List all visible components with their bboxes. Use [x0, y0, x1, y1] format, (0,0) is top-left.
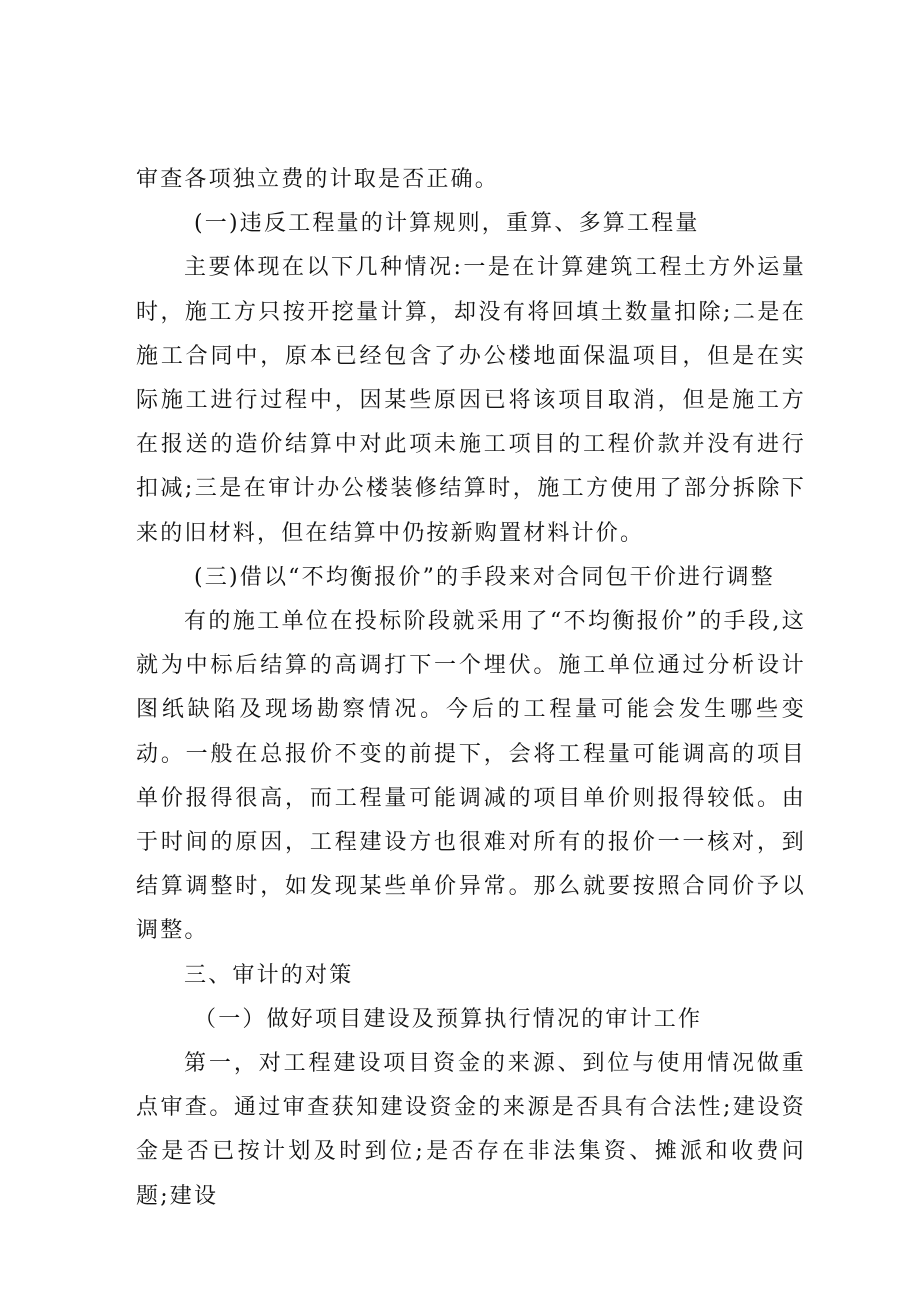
section-heading-3: 三、审计的对策: [184, 962, 354, 988]
subheading-3: (三)借以“不均衡报价”的手段来对合同包干价进行调整: [194, 564, 775, 590]
subheading-1: (一)违反工程量的计算规则，重算、多算工程量: [194, 211, 700, 237]
document-body: [136, 158, 806, 1219]
paragraph-body-2: 有的施工单位在投标阶段就采用了“不均衡报价”的手段,这就为中标后结算的高调打下一个埋伏。施工单位通过分析设计图纸缺陷及现场勘察情况。今后的工程量可能会发生哪些变动。一般在总报价不变的前提下，会将工程量可能调高的项目单价报得很高，而工程量可能调减的项目单价则报得较低。由于时间的原因，工程建设方也很难对所有的报价一一核对，到结算调整时，如发现某些单价异常。那么就要按照合同价予以调整。: [136, 609, 806, 944]
paragraph-continuation: 审查各项独立费的计取是否正确。: [136, 167, 500, 192]
subheading-section3-1: （一）做好项目建设及预算执行情况的审计工作: [194, 1006, 703, 1032]
paragraph-body-1: 主要体现在以下几种情况:一是在计算建筑工程土方外运量时，施工方只按开挖量计算，却没有将回填土数量扣除;二是在施工合同中，原本已经包含了办公楼地面保温项目，但是在实际施工进行过程中，因某些原因已将该项目取消，但是施工方在报送的造价结算中对此项未施工项目的工程价款并没有进行扣减;三是在审计办公楼装修结算时，施工方使用了部分拆除下来的旧材料，但在结算中仍按新购置材料计价。: [136, 255, 806, 546]
paragraph-body-3: 第一，对工程建设项目资金的来源、到位与使用情况做重点审查。通过审查获知建设资金的来源是否具有合法性;建设资金是否已按计划及时到位;是否存在非法集资、摊派和收费问题;建设: [136, 1051, 806, 1209]
